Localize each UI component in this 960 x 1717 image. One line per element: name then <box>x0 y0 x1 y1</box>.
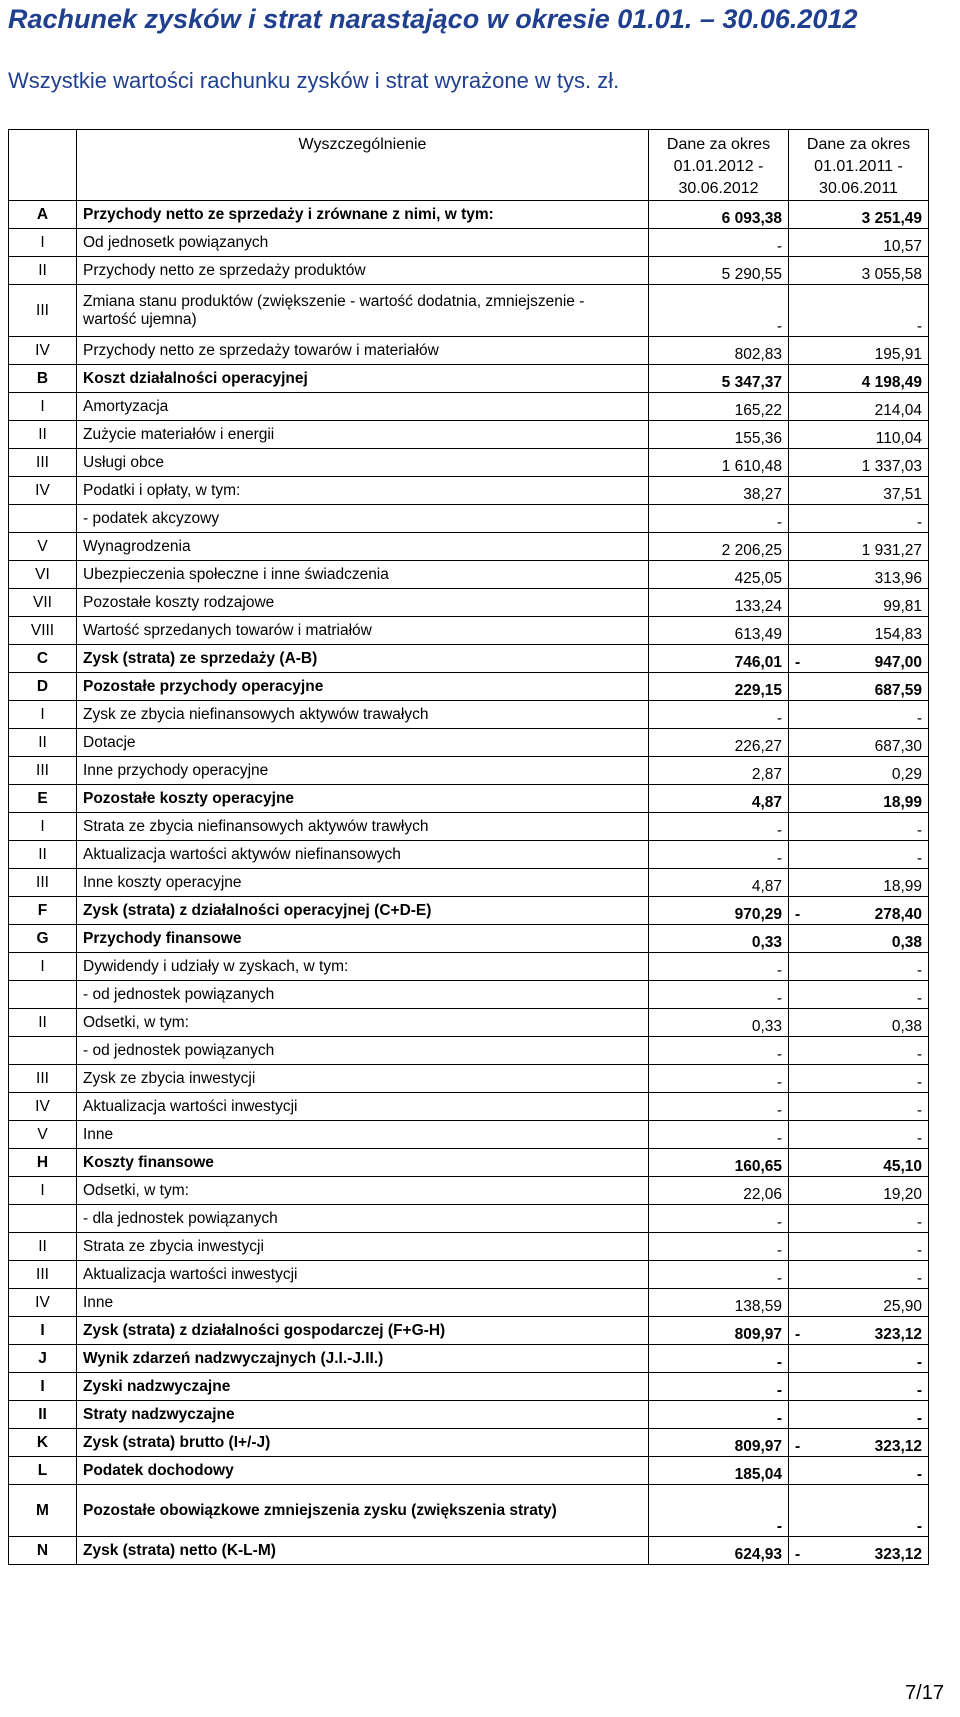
value-2011 <box>789 1537 929 1565</box>
table-row <box>9 981 929 1009</box>
negative-sign: - <box>795 1326 801 1343</box>
table-row <box>9 1261 929 1289</box>
row-symbol: I <box>9 813 77 841</box>
value-2011 <box>789 925 929 953</box>
value-2012: 38,27 <box>649 477 789 505</box>
table-row <box>9 813 929 841</box>
row-label: Podatki i opłaty, w tym: <box>77 477 649 505</box>
row-label: Zysk (strata) brutto (I+/-J) <box>77 1429 649 1457</box>
page-title: Rachunek zysków i strat narastająco w okresie 01.01. – 30.06.2012 <box>8 4 858 34</box>
row-label: Zmiana stanu produktów (zwiększenie - wartość dodatnia, zmniejszenie - wartość ujemna) <box>77 285 649 337</box>
value-2012: - <box>649 1205 789 1233</box>
value-2011 <box>789 897 929 925</box>
row-label: Dotacje <box>77 729 649 757</box>
row-label: Od jednosetk powiązanych <box>77 229 649 257</box>
value-2011 <box>789 257 929 285</box>
value-2012: - <box>649 285 789 337</box>
row-symbol: VIII <box>9 617 77 645</box>
row-symbol: I <box>9 701 77 729</box>
value-2012: 5 347,37 <box>649 365 789 393</box>
value-2011-amount: 687,59 <box>874 682 922 699</box>
table-row <box>9 1401 929 1429</box>
row-label: Strata ze zbycia niefinansowych aktywów trawłych <box>77 813 649 841</box>
row-label: Zysk (strata) ze sprzedaży (A-B) <box>77 645 649 673</box>
value-2011-amount: 45,10 <box>883 1158 922 1175</box>
value-2011-amount: 10,57 <box>883 238 922 255</box>
row-label: Odsetki, w tym: <box>77 1009 649 1037</box>
row-symbol: F <box>9 897 77 925</box>
value-2011-amount: - <box>916 1130 922 1147</box>
value-2011 <box>789 449 929 477</box>
value-2011 <box>789 729 929 757</box>
table-row <box>9 1485 929 1537</box>
value-2011 <box>789 701 929 729</box>
value-2012: - <box>649 701 789 729</box>
table-row <box>9 421 929 449</box>
value-2011 <box>789 1205 929 1233</box>
row-symbol: J <box>9 1345 77 1373</box>
value-2011 <box>789 1149 929 1177</box>
row-label: Amortyzacja <box>77 393 649 421</box>
row-symbol: III <box>9 449 77 477</box>
value-2011-amount: 195,91 <box>874 346 922 363</box>
value-2011-amount: 214,04 <box>874 402 922 419</box>
value-2011 <box>789 1401 929 1429</box>
income-statement-table <box>8 129 929 1565</box>
value-2011 <box>789 1093 929 1121</box>
row-label: Zysk (strata) z działalności operacyjnej (C+D-E) <box>77 897 649 925</box>
row-symbol: II <box>9 729 77 757</box>
value-2011-amount: - <box>916 822 922 839</box>
row-label: Strata ze zbycia inwestycji <box>77 1233 649 1261</box>
row-symbol: IV <box>9 477 77 505</box>
table-row <box>9 201 929 229</box>
value-2011 <box>789 617 929 645</box>
table-row <box>9 393 929 421</box>
row-label: Przychody netto ze sprzedaży i zrównane z nimi, w tym: <box>77 201 649 229</box>
value-2011 <box>789 673 929 701</box>
row-label: Zysk ze zbycia inwestycji <box>77 1065 649 1093</box>
value-2012: 160,65 <box>649 1149 789 1177</box>
value-2011-amount: 4 198,49 <box>861 374 922 391</box>
row-label: Aktualizacja wartości inwestycji <box>77 1261 649 1289</box>
value-2011-amount: 323,12 <box>874 1438 922 1455</box>
value-2012: - <box>649 1233 789 1261</box>
row-label: Odsetki, w tym: <box>77 1177 649 1205</box>
row-label: Pozostałe koszty rodzajowe <box>77 589 649 617</box>
table-row <box>9 1093 929 1121</box>
table-row <box>9 561 929 589</box>
header-symbol-cell <box>9 130 77 201</box>
row-label: Przychody netto ze sprzedaży towarów i materiałów <box>77 337 649 365</box>
value-2011-amount: 1 337,03 <box>861 458 922 475</box>
value-2011-amount: 323,12 <box>874 1546 922 1563</box>
value-2011 <box>789 1233 929 1261</box>
row-label: Dywidendy i udziały w zyskach, w tym: <box>77 953 649 981</box>
row-label: - od jednostek powiązanych <box>77 981 649 1009</box>
value-2012: - <box>649 1345 789 1373</box>
value-2011-amount: - <box>916 1518 922 1535</box>
row-symbol: III <box>9 757 77 785</box>
value-2011-amount: 687,30 <box>874 738 922 755</box>
value-2011 <box>789 533 929 561</box>
row-symbol: L <box>9 1457 77 1485</box>
row-label: Straty nadzwyczajne <box>77 1401 649 1429</box>
value-2012: - <box>649 1485 789 1537</box>
value-2012: - <box>649 813 789 841</box>
value-2012: 229,15 <box>649 673 789 701</box>
value-2012: - <box>649 981 789 1009</box>
value-2012: - <box>649 1065 789 1093</box>
table-row <box>9 897 929 925</box>
table-row <box>9 1037 929 1065</box>
row-label: Usługi obce <box>77 449 649 477</box>
table-row <box>9 1009 929 1037</box>
row-label: Inne <box>77 1121 649 1149</box>
row-label: Zyski nadzwyczajne <box>77 1373 649 1401</box>
row-symbol: II <box>9 257 77 285</box>
table-row <box>9 1317 929 1345</box>
value-2011 <box>789 1345 929 1373</box>
value-2011 <box>789 869 929 897</box>
table-row <box>9 1205 929 1233</box>
table-row <box>9 1345 929 1373</box>
negative-sign: - <box>795 1546 801 1563</box>
value-2011-amount: 18,99 <box>883 794 922 811</box>
row-label: Pozostałe przychody operacyjne <box>77 673 649 701</box>
value-2011 <box>789 1289 929 1317</box>
row-symbol <box>9 1037 77 1065</box>
value-2012: 1 610,48 <box>649 449 789 477</box>
value-2012: 155,36 <box>649 421 789 449</box>
value-2012: 185,04 <box>649 1457 789 1485</box>
row-label: - podatek akcyzowy <box>77 505 649 533</box>
row-symbol: A <box>9 201 77 229</box>
value-2011 <box>789 505 929 533</box>
value-2011 <box>789 365 929 393</box>
value-2011-amount: - <box>916 1046 922 1063</box>
row-symbol: C <box>9 645 77 673</box>
value-2011-amount: - <box>916 318 922 335</box>
row-symbol: I <box>9 393 77 421</box>
table-row <box>9 1373 929 1401</box>
row-label: Wynagrodzenia <box>77 533 649 561</box>
value-2011 <box>789 1373 929 1401</box>
value-2011-amount: 278,40 <box>874 906 922 923</box>
row-symbol: I <box>9 1177 77 1205</box>
row-symbol: G <box>9 925 77 953</box>
value-2012: 746,01 <box>649 645 789 673</box>
header-description: Wyszczególnienie <box>77 130 649 201</box>
value-2011-amount: - <box>916 1466 922 1483</box>
value-2012: 0,33 <box>649 925 789 953</box>
value-2011-amount: - <box>916 514 922 531</box>
table-row <box>9 285 929 337</box>
value-2011-amount: 3 251,49 <box>861 210 922 227</box>
value-2011-amount: - <box>916 1242 922 1259</box>
value-2011 <box>789 1485 929 1537</box>
value-2012: 809,97 <box>649 1429 789 1457</box>
value-2011-amount: - <box>916 1214 922 1231</box>
value-2011 <box>789 1261 929 1289</box>
value-2011-amount: - <box>916 1382 922 1399</box>
row-label: Zużycie materiałów i energii <box>77 421 649 449</box>
row-symbol <box>9 1205 77 1233</box>
value-2012: - <box>649 505 789 533</box>
table-row <box>9 1429 929 1457</box>
row-label: Wartość sprzedanych towarów i matriałów <box>77 617 649 645</box>
value-2012: 165,22 <box>649 393 789 421</box>
value-2011 <box>789 229 929 257</box>
value-2012: - <box>649 1401 789 1429</box>
row-symbol: V <box>9 1121 77 1149</box>
value-2011 <box>789 1037 929 1065</box>
value-2011 <box>789 953 929 981</box>
value-2011 <box>789 785 929 813</box>
row-label: Zysk (strata) netto (K-L-M) <box>77 1537 649 1565</box>
row-label: Przychody netto ze sprzedaży produktów <box>77 257 649 285</box>
table-row <box>9 729 929 757</box>
row-symbol: H <box>9 1149 77 1177</box>
value-2012: - <box>649 953 789 981</box>
value-2012: 802,83 <box>649 337 789 365</box>
negative-sign: - <box>795 654 801 671</box>
value-2011-amount: - <box>916 1102 922 1119</box>
row-label: - dla jednostek powiązanych <box>77 1205 649 1233</box>
value-2011 <box>789 393 929 421</box>
table-row <box>9 953 929 981</box>
value-2011-amount: 947,00 <box>874 654 922 671</box>
table-row <box>9 505 929 533</box>
value-2011-amount: 37,51 <box>883 486 922 503</box>
value-2012: - <box>649 229 789 257</box>
row-symbol: II <box>9 1401 77 1429</box>
value-2012: 624,93 <box>649 1537 789 1565</box>
table-row <box>9 1457 929 1485</box>
row-symbol: B <box>9 365 77 393</box>
value-2011 <box>789 589 929 617</box>
table-row <box>9 1149 929 1177</box>
table-row <box>9 673 929 701</box>
value-2011-amount: - <box>916 1270 922 1287</box>
row-symbol: V <box>9 533 77 561</box>
value-2012: - <box>649 841 789 869</box>
row-symbol: IV <box>9 1289 77 1317</box>
value-2012: - <box>649 1261 789 1289</box>
row-symbol: II <box>9 1233 77 1261</box>
row-label: Inne koszty operacyjne <box>77 869 649 897</box>
value-2011-amount: 19,20 <box>883 1186 922 1203</box>
value-2011-amount: 0,29 <box>891 766 922 783</box>
value-2012: - <box>649 1373 789 1401</box>
value-2011-amount: 0,38 <box>891 934 922 951</box>
value-2011-amount: 323,12 <box>874 1326 922 1343</box>
table-row <box>9 257 929 285</box>
row-label: Koszty finansowe <box>77 1149 649 1177</box>
row-label: Wynik zdarzeń nadzwyczajnych (J.I.-J.II.) <box>77 1345 649 1373</box>
value-2012: 22,06 <box>649 1177 789 1205</box>
value-2011 <box>789 757 929 785</box>
table-row <box>9 757 929 785</box>
row-symbol: II <box>9 841 77 869</box>
row-symbol: IV <box>9 1093 77 1121</box>
negative-sign: - <box>795 1438 801 1455</box>
row-label: Aktualizacja wartości aktywów niefinansowych <box>77 841 649 869</box>
value-2011 <box>789 841 929 869</box>
value-2011-amount: - <box>916 1074 922 1091</box>
table-row <box>9 785 929 813</box>
row-label: Podatek dochodowy <box>77 1457 649 1485</box>
table-row <box>9 449 929 477</box>
value-2011 <box>789 1177 929 1205</box>
value-2011 <box>789 813 929 841</box>
value-2011-amount: 99,81 <box>883 598 922 615</box>
table-row <box>9 1537 929 1565</box>
value-2012: - <box>649 1121 789 1149</box>
row-symbol: II <box>9 1009 77 1037</box>
table-row <box>9 365 929 393</box>
row-symbol: I <box>9 229 77 257</box>
row-symbol: D <box>9 673 77 701</box>
value-2011-amount: - <box>916 962 922 979</box>
table-header-row <box>9 130 929 201</box>
value-2011 <box>789 477 929 505</box>
row-label: Zysk ze zbycia niefinansowych aktywów trawałych <box>77 701 649 729</box>
value-2011 <box>789 1009 929 1037</box>
table-row <box>9 1233 929 1261</box>
row-label: - od jednostek powiązanych <box>77 1037 649 1065</box>
table-row <box>9 477 929 505</box>
value-2012: 138,59 <box>649 1289 789 1317</box>
table-row <box>9 1177 929 1205</box>
row-symbol: II <box>9 421 77 449</box>
value-2011-amount: 3 055,58 <box>861 266 922 283</box>
value-2011 <box>789 285 929 337</box>
row-symbol: I <box>9 1373 77 1401</box>
row-label: Inne <box>77 1289 649 1317</box>
value-2011 <box>789 1065 929 1093</box>
row-symbol: III <box>9 1065 77 1093</box>
row-symbol <box>9 981 77 1009</box>
value-2012: 2 206,25 <box>649 533 789 561</box>
value-2011-amount: 0,38 <box>891 1018 922 1035</box>
value-2012: 613,49 <box>649 617 789 645</box>
table-row <box>9 869 929 897</box>
row-symbol: III <box>9 285 77 337</box>
value-2011 <box>789 981 929 1009</box>
header-period-2012: Dane za okres 01.01.2012 - 30.06.2012 <box>649 130 789 201</box>
table-row <box>9 589 929 617</box>
value-2012: - <box>649 1093 789 1121</box>
table-row <box>9 337 929 365</box>
value-2011-amount: 154,83 <box>874 626 922 643</box>
value-2011-amount: - <box>916 850 922 867</box>
value-2012: 4,87 <box>649 785 789 813</box>
table-row <box>9 229 929 257</box>
value-2011 <box>789 1457 929 1485</box>
table-row <box>9 1121 929 1149</box>
page-subtitle: Wszystkie wartości rachunku zysków i strat wyrażone w tys. zł. <box>8 68 620 93</box>
value-2011 <box>789 1429 929 1457</box>
value-2012: 0,33 <box>649 1009 789 1037</box>
value-2012: 2,87 <box>649 757 789 785</box>
value-2011-amount: 110,04 <box>875 430 922 447</box>
row-label: Ubezpieczenia społeczne i inne świadczenia <box>77 561 649 589</box>
header-period-2011: Dane za okres 01.01.2011 - 30.06.2011 <box>789 130 929 201</box>
row-label: Pozostałe koszty operacyjne <box>77 785 649 813</box>
value-2012: 970,29 <box>649 897 789 925</box>
table-row <box>9 1065 929 1093</box>
row-symbol: M <box>9 1485 77 1537</box>
value-2011-amount: 313,96 <box>874 570 922 587</box>
value-2012: 809,97 <box>649 1317 789 1345</box>
value-2012: 133,24 <box>649 589 789 617</box>
value-2012: 425,05 <box>649 561 789 589</box>
row-symbol: I <box>9 953 77 981</box>
row-label: Aktualizacja wartości inwestycji <box>77 1093 649 1121</box>
row-symbol: I <box>9 1317 77 1345</box>
value-2011-amount: - <box>916 1354 922 1371</box>
row-label: Zysk (strata) z działalności gospodarczej (F+G-H) <box>77 1317 649 1345</box>
table-row <box>9 701 929 729</box>
row-label: Przychody finansowe <box>77 925 649 953</box>
value-2011 <box>789 337 929 365</box>
table-row <box>9 925 929 953</box>
table-row <box>9 841 929 869</box>
row-symbol: VII <box>9 589 77 617</box>
value-2012: 6 093,38 <box>649 201 789 229</box>
table-row <box>9 617 929 645</box>
row-label: Inne przychody operacyjne <box>77 757 649 785</box>
page-number: 7/17 <box>905 1682 944 1704</box>
value-2011 <box>789 561 929 589</box>
row-label: Pozostałe obowiązkowe zmniejszenia zysku (zwiększenia straty) <box>77 1485 649 1537</box>
row-symbol: N <box>9 1537 77 1565</box>
table-row <box>9 1289 929 1317</box>
value-2011-amount: - <box>916 1410 922 1427</box>
table-row <box>9 533 929 561</box>
row-symbol: III <box>9 869 77 897</box>
value-2012: 226,27 <box>649 729 789 757</box>
value-2012: 5 290,55 <box>649 257 789 285</box>
value-2011 <box>789 1121 929 1149</box>
value-2011-amount: - <box>916 990 922 1007</box>
negative-sign: - <box>795 906 801 923</box>
value-2011 <box>789 645 929 673</box>
value-2012: - <box>649 1037 789 1065</box>
value-2011 <box>789 201 929 229</box>
row-symbol <box>9 505 77 533</box>
value-2011-amount: 18,99 <box>883 878 922 895</box>
row-symbol: IV <box>9 337 77 365</box>
value-2011-amount: 1 931,27 <box>861 542 922 559</box>
value-2011 <box>789 1317 929 1345</box>
value-2011-amount: - <box>916 710 922 727</box>
value-2011-amount: 25,90 <box>883 1298 922 1315</box>
value-2011 <box>789 421 929 449</box>
value-2012: 4,87 <box>649 869 789 897</box>
row-symbol: VI <box>9 561 77 589</box>
row-label: Koszt działalności operacyjnej <box>77 365 649 393</box>
row-symbol: III <box>9 1261 77 1289</box>
table-row <box>9 645 929 673</box>
row-symbol: E <box>9 785 77 813</box>
row-symbol: K <box>9 1429 77 1457</box>
